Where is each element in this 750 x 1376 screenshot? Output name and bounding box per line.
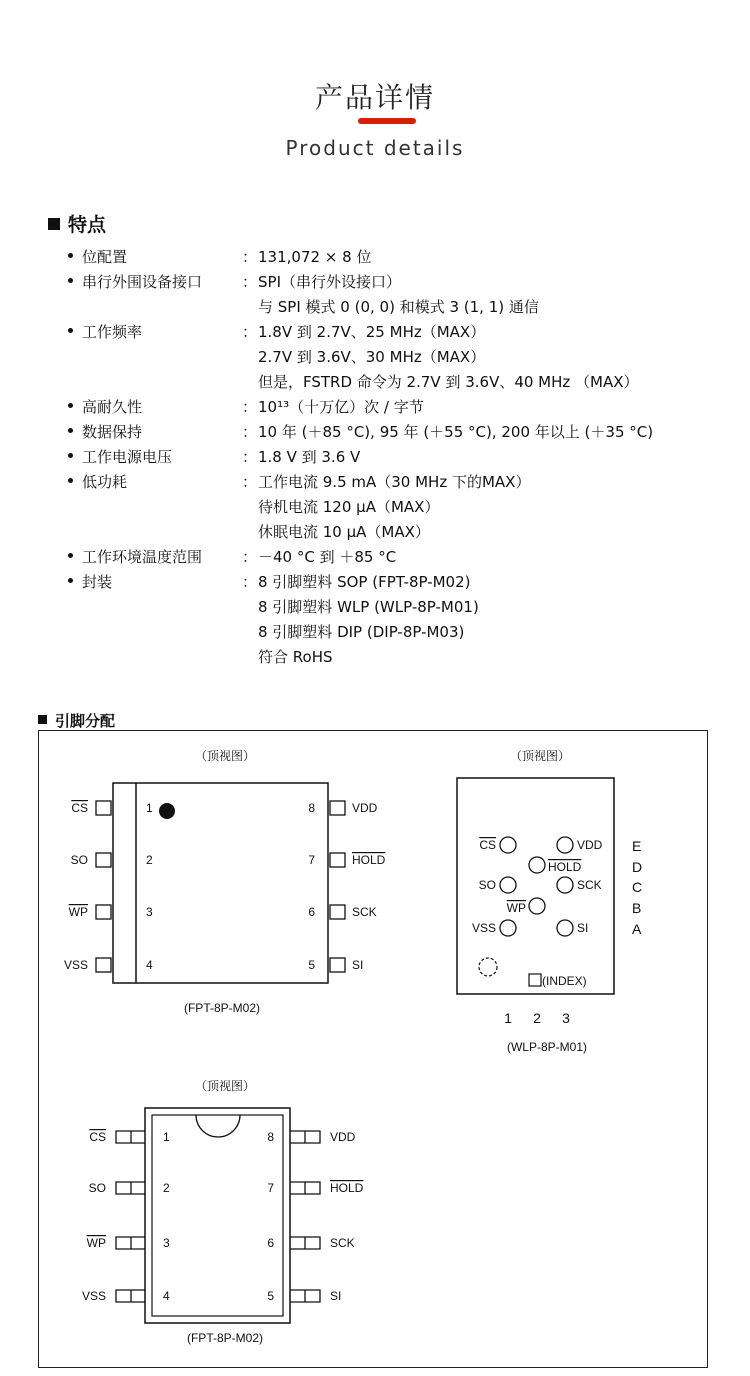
- sop-package-label: (FPT-8P-M02): [183, 1001, 261, 1015]
- page-title: 产品详情: [314, 81, 435, 114]
- wlp-label-vss: VSS: [471, 921, 496, 935]
- feature-value: 8 引脚塑料 DIP (DIP-8P-M03): [258, 623, 465, 641]
- dip-pin-number: 6: [267, 1236, 274, 1250]
- feature-colon: ：: [242, 248, 258, 266]
- sop-pin-lead: [330, 905, 345, 919]
- sop-pin-lead: [330, 958, 345, 972]
- feature-label-text: 数据保持: [82, 423, 143, 441]
- wlp-col-label: 2: [533, 1010, 541, 1026]
- feature-value: 符合 RoHS: [258, 648, 333, 666]
- sop-pin-number: 8: [308, 801, 315, 815]
- dip-notch-icon: [196, 1115, 240, 1137]
- sop-pin-name: VSS: [63, 958, 88, 972]
- feature-colon: ：: [242, 448, 258, 466]
- wlp-row-label: B: [632, 900, 642, 916]
- feature-label-text: 高耐久性: [82, 398, 143, 416]
- feature-value: 休眠电流 10 μA（MAX）: [258, 523, 430, 541]
- wlp-row-label: E: [632, 838, 642, 854]
- wlp-index-label: (INDEX): [542, 974, 587, 988]
- dip-view-label: （顶视图）: [194, 1079, 256, 1093]
- wlp-view-label: （顶视图）: [509, 749, 571, 763]
- sop-pin-lead: [96, 853, 111, 867]
- feature-label-text: 工作环境温度范围: [82, 548, 203, 566]
- feature-colon: ：: [242, 573, 258, 591]
- sop-pin-number: 6: [308, 905, 315, 919]
- wlp-ball-si: [557, 920, 573, 936]
- page-subtitle: Product details: [285, 136, 465, 160]
- feature-value: 1.8V 到 2.7V、25 MHz（MAX）: [258, 323, 486, 341]
- sop-pin-name: SCK: [352, 905, 377, 919]
- dip-pin-name: SO: [88, 1181, 106, 1195]
- sop-pin-number: 7: [308, 853, 315, 867]
- dip-pin-number: 5: [267, 1289, 274, 1303]
- sop-pin-name: SI: [352, 958, 364, 972]
- sop-pin-lead: [96, 801, 111, 815]
- wlp-diagram: [457, 749, 642, 1054]
- feature-colon: ：: [242, 273, 258, 291]
- feature-value: 但是，FSTRD 命令为 2.7V 到 3.6V、40 MHz （MAX）: [258, 373, 639, 391]
- feature-colon: ：: [242, 473, 258, 491]
- dip-pin-name: WP: [86, 1236, 106, 1250]
- sop-pin-lead: [96, 905, 111, 919]
- feature-value: 1.8 V 到 3.6 V: [258, 448, 361, 466]
- sop-pin-number: 1: [146, 801, 153, 815]
- pin1-marker-icon: [159, 803, 175, 819]
- wlp-ball-wp: [529, 898, 545, 914]
- wlp-label-cs: CS: [479, 838, 496, 852]
- wlp-label-hold: HOLD: [548, 860, 582, 874]
- wlp-ball-sck: [557, 877, 573, 893]
- sop-pin-lead: [330, 853, 345, 867]
- sop-view-label: （顶视图）: [194, 749, 256, 763]
- sop-pin-number: 5: [308, 958, 315, 972]
- sop-pin-name: SO: [70, 853, 88, 867]
- wlp-label-so: SO: [478, 878, 496, 892]
- dip-pin-number: 4: [163, 1289, 170, 1303]
- feature-value: SPI（串行外设接口）: [258, 273, 401, 291]
- sop-pin-name: HOLD: [352, 853, 386, 867]
- feature-value: 10¹³（十万亿）次 / 字节: [258, 398, 424, 416]
- dip-pin-number: 7: [267, 1181, 274, 1195]
- index-square-icon: [529, 974, 541, 986]
- dip-diagram: [82, 1079, 364, 1345]
- wlp-label-vdd: VDD: [577, 838, 603, 852]
- wlp-ball-cs: [500, 837, 516, 853]
- wlp-label-si: SI: [577, 921, 589, 935]
- wlp-label-wp: WP: [506, 901, 526, 915]
- dip-pin-number: 3: [163, 1236, 170, 1250]
- dip-pin-number: 8: [267, 1130, 274, 1144]
- wlp-row-label: A: [632, 921, 642, 937]
- sop-pin-number: 4: [146, 958, 153, 972]
- feature-label-text: 工作频率: [82, 323, 143, 341]
- dip-pin-name: VSS: [81, 1289, 106, 1303]
- feature-value: 131,072 × 8 位: [258, 248, 372, 266]
- feature-label-text: 串行外围设备接口: [82, 273, 203, 291]
- wlp-row-label: D: [632, 859, 643, 875]
- wlp-ball-hold: [529, 857, 545, 873]
- dip-pin-name: SCK: [330, 1236, 355, 1250]
- dip-pin-name: VDD: [330, 1130, 356, 1144]
- feature-label-text: 封装: [82, 573, 113, 591]
- wlp-ball-vss: [500, 920, 516, 936]
- dip-pin-name: SI: [330, 1289, 342, 1303]
- feature-label-text: 低功耗: [82, 473, 128, 491]
- feature-value: 2.7V 到 3.6V、30 MHz（MAX）: [258, 348, 486, 366]
- dip-pin-name: CS: [89, 1130, 106, 1144]
- dip-body-inner: [152, 1115, 283, 1316]
- feature-colon: ：: [242, 423, 258, 441]
- feature-value: 与 SPI 模式 0 (0, 0) 和模式 3 (1, 1) 通信: [258, 298, 539, 316]
- wlp-col-label: 3: [562, 1010, 570, 1026]
- sop-pin-lead: [330, 801, 345, 815]
- feature-label-text: 位配置: [82, 248, 128, 266]
- feature-value: 待机电流 120 μA（MAX）: [258, 498, 440, 516]
- sop-pin-number: 2: [146, 853, 153, 867]
- wlp-col-label: 1: [504, 1010, 512, 1026]
- feature-value: 8 引脚塑料 WLP (WLP-8P-M01): [258, 598, 479, 616]
- feature-label-text: 工作电源电压: [82, 448, 173, 466]
- sop-diagram: [64, 749, 386, 1015]
- sop-pin-lead: [96, 958, 111, 972]
- wlp-package-label: (WLP-8P-M01): [506, 1040, 588, 1054]
- pinout-heading-text: 引脚分配: [55, 712, 116, 730]
- sop-pin-name: VDD: [352, 801, 378, 815]
- sop-pin-name: WP: [68, 905, 88, 919]
- wlp-row-label: C: [632, 879, 643, 895]
- wlp-label-sck: SCK: [577, 878, 602, 892]
- feature-value: 8 引脚塑料 SOP (FPT-8P-M02): [258, 573, 471, 591]
- feature-value: 10 年 (＋85 °C), 95 年 (＋55 °C), 200 年以上 (＋35 °C): [258, 423, 654, 441]
- wlp-ball-vdd: [557, 837, 573, 853]
- feature-value: －40 °C 到 ＋85 °C: [258, 548, 397, 566]
- sop-pin-number: 3: [146, 905, 153, 919]
- feature-value: 工作电流 9.5 mA（30 MHz 下的MAX）: [258, 473, 531, 491]
- dip-pin-number: 2: [163, 1181, 170, 1195]
- feature-colon: ：: [242, 548, 258, 566]
- dip-package-label: (FPT-8P-M02): [186, 1331, 264, 1345]
- feature-colon: ：: [242, 323, 258, 341]
- sop-pin-name: CS: [71, 801, 88, 815]
- dip-pin-number: 1: [163, 1130, 170, 1144]
- feature-colon: ：: [242, 398, 258, 416]
- wlp-index-ball-icon: [479, 958, 497, 976]
- features-heading-text: 特点: [68, 214, 107, 236]
- wlp-ball-so: [500, 877, 516, 893]
- dip-pin-name: HOLD: [330, 1181, 364, 1195]
